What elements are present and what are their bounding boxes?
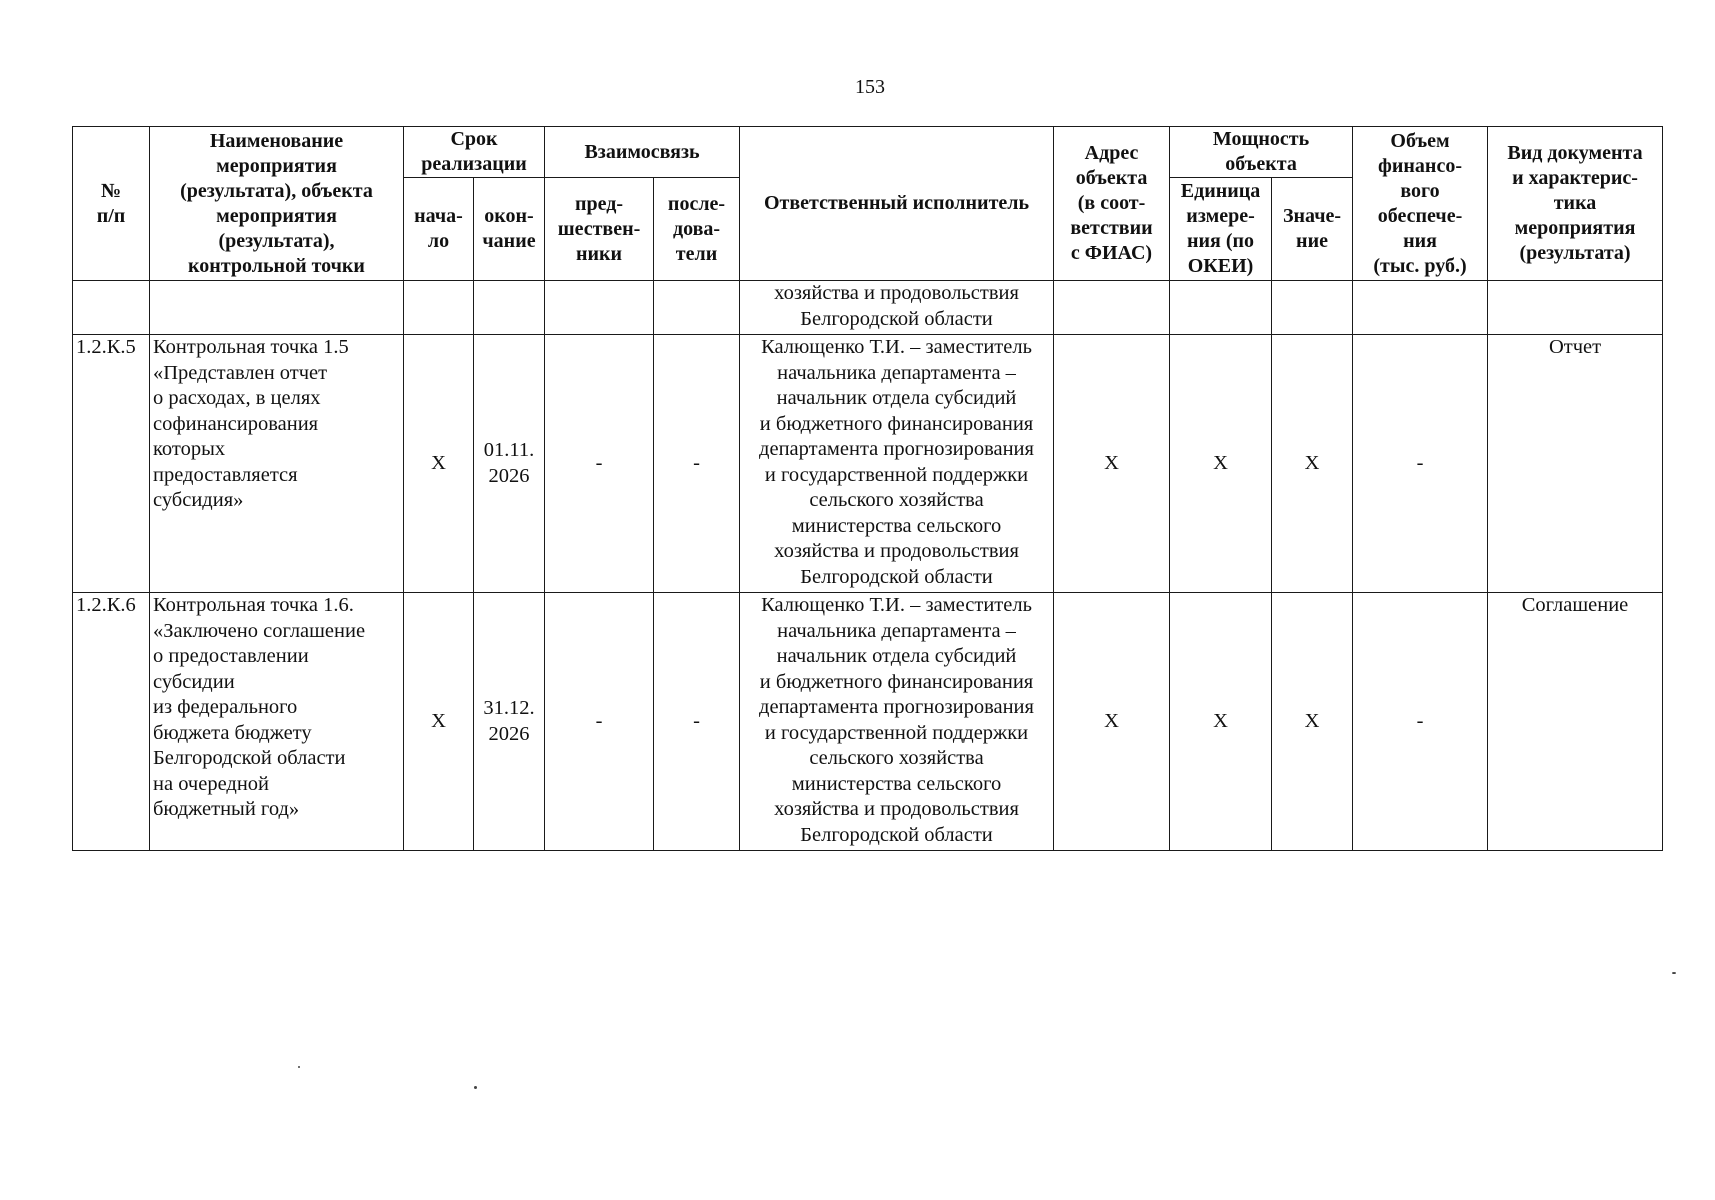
cell-num — [73, 281, 150, 335]
table-row — [73, 335, 1663, 593]
header-address: Адрес объекта (в соот- ветствии с ФИАС) — [1054, 127, 1170, 281]
cell-next: - — [654, 335, 740, 593]
cell-end: 31.12. 2026 — [474, 593, 545, 851]
header-link-prev: пред- шествен- ники — [545, 178, 654, 281]
table-row — [73, 593, 1663, 851]
cell-unit: X — [1170, 335, 1272, 593]
header-name: Наименование мероприятия (результата), объекта мероприятия (результата), контрольной точки — [150, 127, 404, 281]
header-term-end: окон- чание — [474, 178, 545, 281]
header-term: Срок реализации — [404, 127, 545, 178]
cell-value: X — [1272, 335, 1353, 593]
header-link-next: после- дова- тели — [654, 178, 740, 281]
cell-address — [1054, 281, 1170, 335]
cell-address: X — [1054, 335, 1170, 593]
cell-finance: - — [1353, 335, 1488, 593]
cell-finance: - — [1353, 593, 1488, 851]
header-executor: Ответственный исполнитель — [740, 127, 1054, 281]
cell-executor: Калющенко Т.И. – заместитель начальника департамента – начальник отдела субсидий и бюджетного финансирования департамента прогнозирования и государственной поддержки сельского хозяйства министерства сельского хозяйства и продовольствия Белгородской области — [740, 335, 1054, 593]
cell-executor: хозяйства и продовольствия Белгородской области — [740, 281, 1054, 335]
activities-table — [72, 126, 1663, 851]
cell-start: X — [404, 335, 474, 593]
cell-unit: X — [1170, 593, 1272, 851]
cell-finance — [1353, 281, 1488, 335]
header-link: Взаимосвязь — [545, 127, 740, 178]
header-capacity: Мощность объекта — [1170, 127, 1353, 178]
header-capacity-unit: Единица измере- ния (по ОКЕИ) — [1170, 178, 1272, 281]
cell-num: 1.2.К.5 — [73, 335, 150, 593]
cell-doc — [1488, 281, 1663, 335]
cell-value: X — [1272, 593, 1353, 851]
scan-speck — [474, 1086, 477, 1089]
table-row — [73, 281, 1663, 335]
cell-end — [474, 281, 545, 335]
scan-speck — [1672, 972, 1676, 974]
scan-speck — [298, 1066, 300, 1068]
header-doc-type: Вид документа и характерис- тика мероприятия (результата) — [1488, 127, 1663, 281]
cell-start — [404, 281, 474, 335]
cell-address: X — [1054, 593, 1170, 851]
cell-end: 01.11. 2026 — [474, 335, 545, 593]
cell-name: Контрольная точка 1.6. «Заключено соглашение о предоставлении субсидии из федерального бюджета бюджету Белгородской области на очередной бюджетный год» — [150, 593, 404, 851]
cell-name — [150, 281, 404, 335]
header-term-start: нача- ло — [404, 178, 474, 281]
cell-next — [654, 281, 740, 335]
cell-doc: Отчет — [1488, 335, 1663, 593]
cell-prev: - — [545, 335, 654, 593]
cell-doc: Соглашение — [1488, 593, 1663, 851]
cell-prev — [545, 281, 654, 335]
page-number: 153 — [855, 76, 885, 98]
cell-value — [1272, 281, 1353, 335]
cell-start: X — [404, 593, 474, 851]
cell-prev: - — [545, 593, 654, 851]
cell-executor: Калющенко Т.И. – заместитель начальника департамента – начальник отдела субсидий и бюджетного финансирования департамента прогнозирования и государственной поддержки сельского хозяйства министерства сельского хозяйства и продовольствия Белгородской области — [740, 593, 1054, 851]
cell-unit — [1170, 281, 1272, 335]
header-finance: Объем финансо- вого обеспече- ния (тыс. руб.) — [1353, 127, 1488, 281]
header-capacity-value: Значе- ние — [1272, 178, 1353, 281]
table-header — [73, 127, 1663, 281]
cell-next: - — [654, 593, 740, 851]
cell-num: 1.2.К.6 — [73, 593, 150, 851]
cell-name: Контрольная точка 1.5 «Представлен отчет о расходах, в целях софинансирования которых предоставляется субсидия» — [150, 335, 404, 593]
header-num: № п/п — [73, 127, 150, 281]
